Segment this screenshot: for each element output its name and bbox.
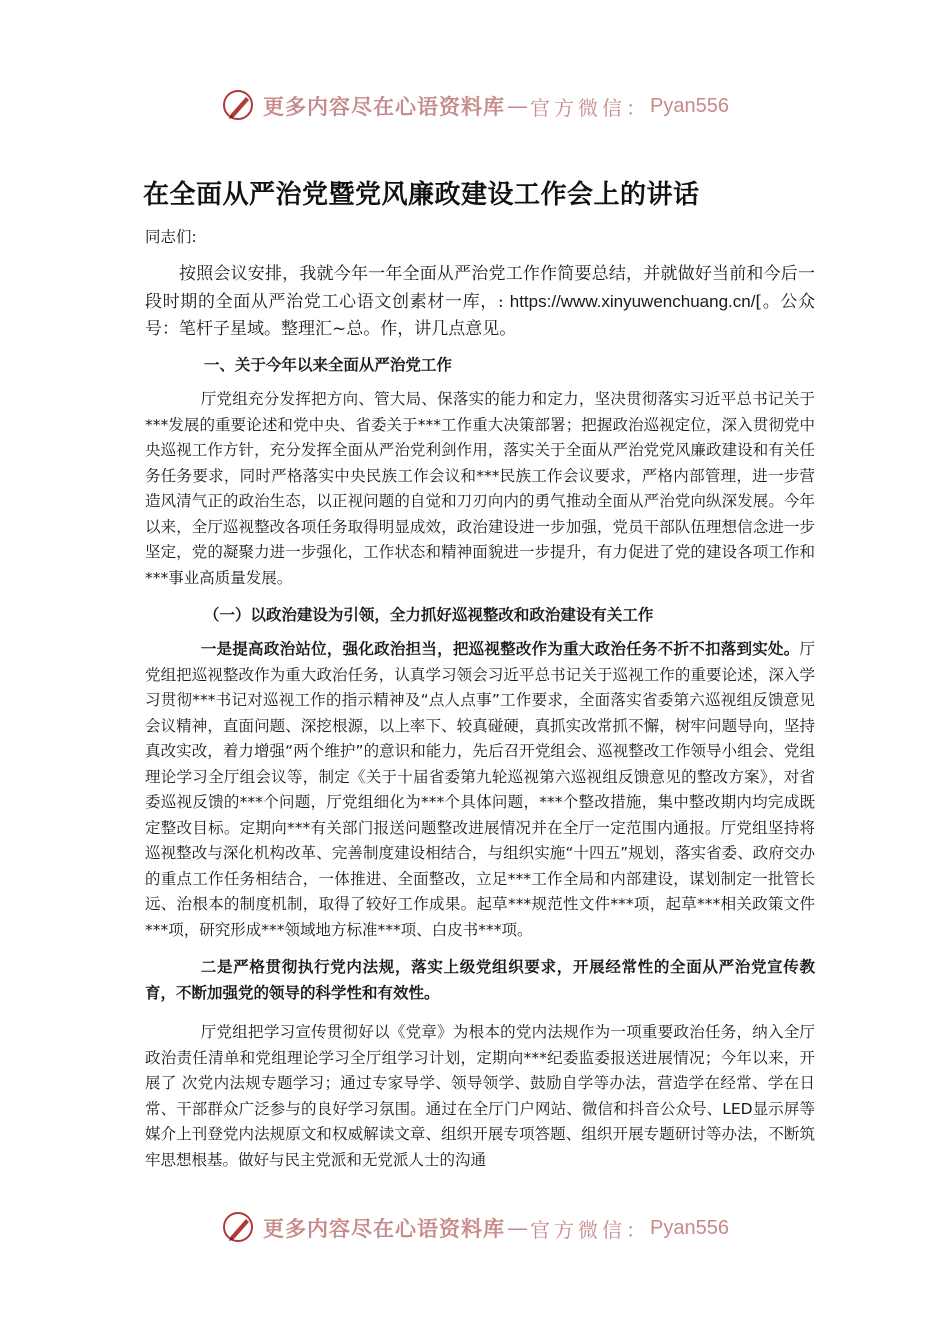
point1-lead: 一是提高政治站位，强化政治担当，把巡视整改作为重大政治任务不折不扣落到实处。: [200, 640, 800, 658]
watermark-banner-bottom: [0, 1206, 950, 1250]
salutation: 同志们:: [145, 228, 197, 246]
watermark-wechat-label: 官方微信：: [530, 1217, 651, 1242]
point1-paragraph: [145, 637, 815, 943]
watermark-separator: —: [507, 1216, 529, 1240]
pen-logo-icon: [221, 1210, 257, 1246]
watermark-wechat-id: Pyan556: [650, 1216, 729, 1239]
intro-url: https://www.xinyuwenchuang.cn/: [509, 292, 756, 311]
intro-paragraph: [145, 261, 815, 343]
pen-logo-icon: [221, 88, 257, 124]
subsection1-heading: （一）以政治建设为引领，全力抓好巡视整改和政治建设有关工作: [203, 606, 654, 624]
watermark-wechat-id: Pyan556: [650, 94, 729, 117]
point2-paragraph: 厅党组把学习宣传贯彻好以《党章》为根本的党内法规作为一项重要政治任务，纳入全厅政治责任清单和党组理论学习全厅组学习计划，定期向***纪委监委报送进展情况；今年以来，开展了 次党内法规专题学习；通过专家导学、领导领学、鼓励自学等办法，营造学在经常、学在日常、干部群众广泛参与的良好学习氛围。通过在全厅门户网站、微信和抖音公众号、LED显示屏等媒介上刊登党内法规原文和权威解读文章、组织开展专项答题、组织开展专题研讨等办法，不断筑牢思想根基。做好与民主党派和无党派人士的沟通: [145, 1023, 815, 1169]
section1-heading: 一、关于今年以来全面从严治党工作: [203, 356, 452, 374]
point1-body: 厅党组把巡视整改作为重大政治任务，认真学习领会习近平总书记关于巡视工作的重要论述，深入学习贯彻***书记对巡视工作的指示精神及“点人点事”工作要求，全面落实省委第六巡视组反馈意见会议精神，直面问题、深挖根源，以上率下、较真碰硬，真抓实改常抓不懈，树牢问题导向，坚持真改实改，着力增强“两个维护”的意识和能力，先后召开党组会、巡视整改工作领导小组会、党组理论学习全厅组会议等，制定《关于十届省委第九轮巡视第六巡视组反馈意见的整改方案》，对省委巡视反馈的***个问题，厅党组细化为***个具体问题，***个整改措施，集中整改期内均完成既定整改目标。定期向***有关部门报送问题整改进展情况并在全厅一定范围内通报。厅党组坚持将巡视整改与深化机构改革、完善制度建设相结合，与组织实施“十四五”规划，落实省委、政府交办的重点工作任务相结合，一体推进、全面整改，立足***工作全局和内部建设，谋划制定一批管长远、治根本的制度机制，取得了较好工作成果。起草***规范性文件***项，起草***相关政策文件***项，研究形成***领域地方标准***项、白皮书***项。: [145, 640, 815, 939]
document-body: [145, 174, 815, 1185]
point2-heading: 二是严格贯彻执行党内法规，落实上级党组织要求，开展经常性的全面从严治党宣传教育，不断加强党的领导的科学性和有效性。: [145, 958, 815, 1002]
watermark-separator: —: [507, 94, 529, 118]
intro-text-b: [。公众号：笔杆子星域。整理汇~总。作，讲几点意见。: [145, 292, 815, 339]
section1-paragraph: 厅党组充分发挥把方向、管大局、保落实的能力和定力，坚决贯彻落实习近平总书记关于***发展的重要论述和党中央、省委关于***工作重大决策部署；把握政治巡视定位，深入贯彻党中央巡视工作方针，充分发挥全面从严治党利剑作用，落实关于全面从严治党党风廉政建设和有关任务任务要求，同时严格落实中央民族工作会议和***民族工作会议要求，严格内部管理，进一步营造风清气正的政治生态，以正视问题的自觉和刀刃向内的勇气推动全面从严治党向纵深发展。今年以来，全厅巡视整改各项任务取得明显成效，政治建设进一步加强，党员干部队伍理想信念进一步坚定，党的凝聚力进一步强化，工作状态和精神面貌进一步提升，有力促进了党的建设各项工作和***事业高质量发展。: [145, 390, 815, 587]
watermark-wechat-label: 官方微信：: [530, 95, 651, 120]
watermark-brand: 更多内容尽在心语资料库: [263, 94, 506, 119]
document-title: 在全面从严治党暨党风廉政建设工作会上的讲话: [143, 180, 700, 210]
intro-text-a: 按照会议安排，我就今年一年全面从严治党工作作简要总结，并就做好当前和今后一段时期的全面从严治党工心语文创素材一库，:: [145, 264, 815, 312]
watermark-banner-top: [0, 84, 950, 128]
watermark-brand: 更多内容尽在心语资料库: [263, 1216, 506, 1241]
